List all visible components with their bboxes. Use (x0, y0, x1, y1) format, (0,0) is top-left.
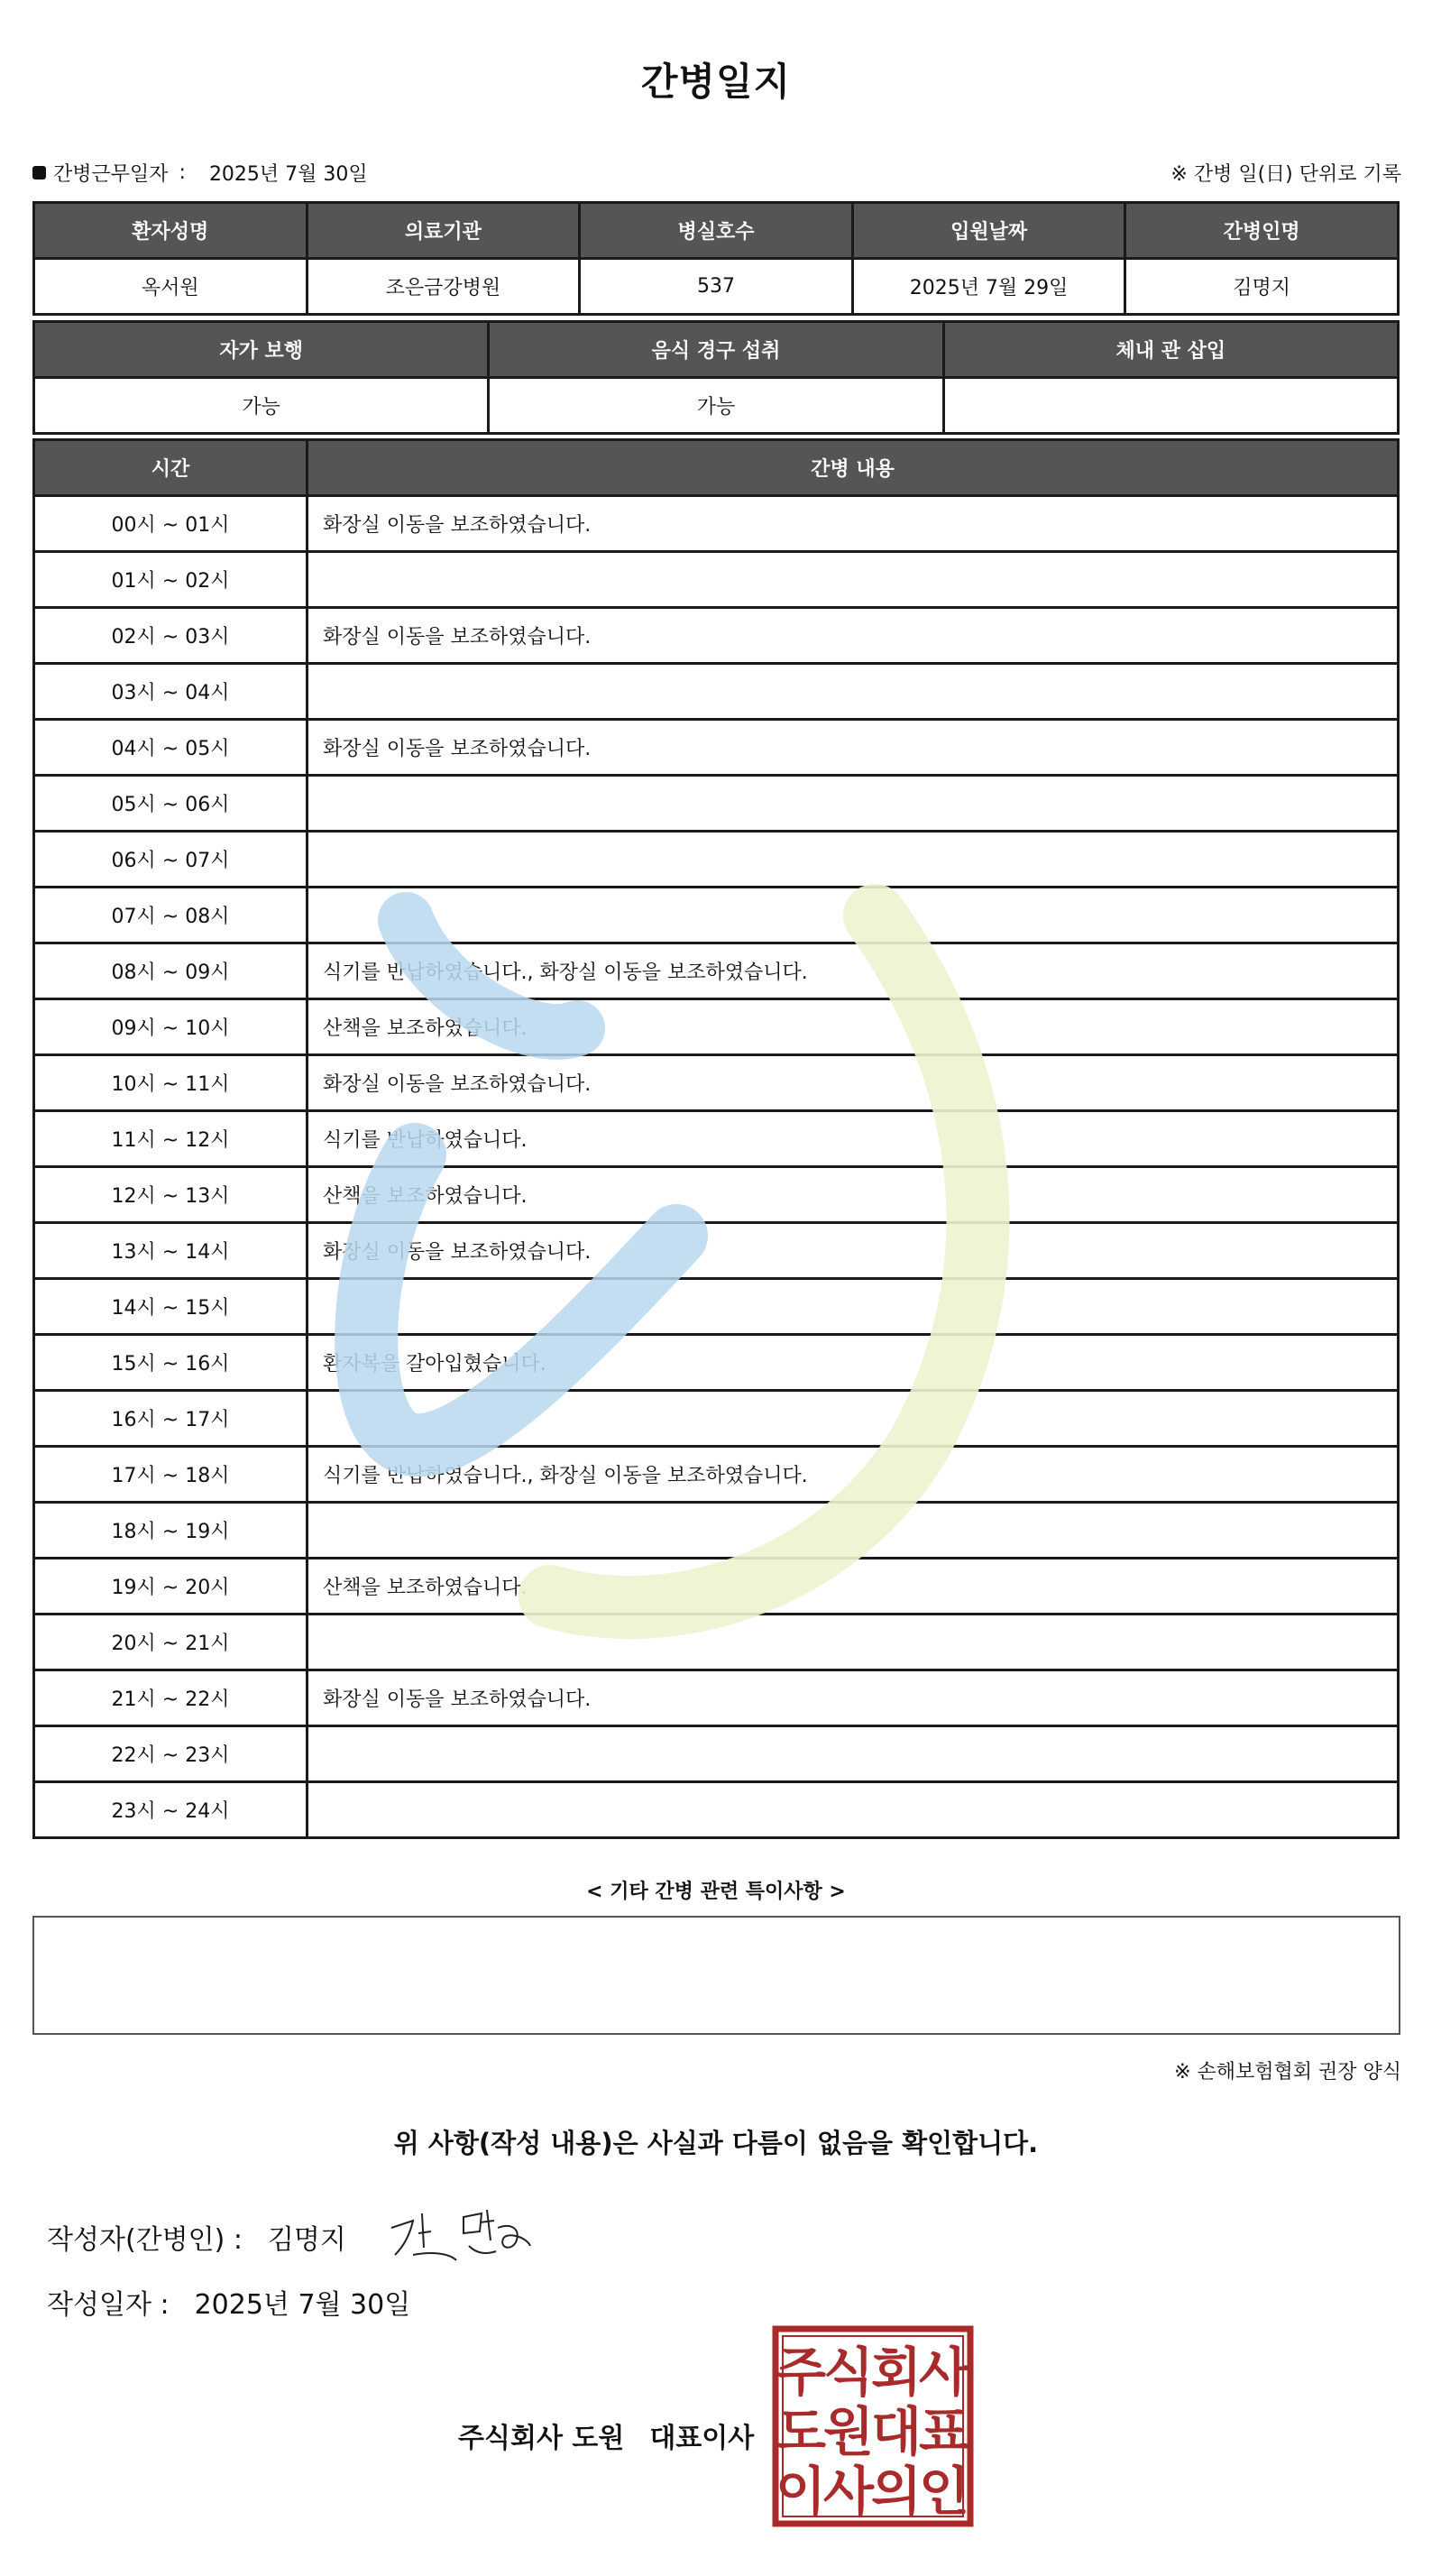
log-row (34, 1055, 1399, 1111)
log-content (308, 1391, 1399, 1447)
log-time: 10시 ~ 11시 (34, 1055, 308, 1111)
company-line (458, 2415, 754, 2455)
log-row (34, 888, 1399, 943)
log-row (34, 552, 1399, 608)
oral-intake-value: 가능 (489, 378, 943, 434)
self-walking-value: 가능 (34, 378, 489, 434)
log-time: 03시 ~ 04시 (34, 664, 308, 720)
room-number: 537 (580, 259, 853, 315)
log-row (34, 496, 1399, 552)
stamp-char: 원 (822, 2401, 875, 2462)
log-content: 식기를 반납하였습니다., 화장실 이동을 보조하였습니다. (308, 943, 1399, 999)
log-time: 19시 ~ 20시 (34, 1559, 308, 1615)
written-date-label: 작성일자 : (47, 2289, 170, 2321)
log-time: 12시 ~ 13시 (34, 1167, 308, 1223)
log-row (34, 832, 1399, 888)
stamp-char: 표 (918, 2401, 970, 2462)
log-time: 08시 ~ 09시 (34, 943, 308, 999)
log-time: 02시 ~ 03시 (34, 608, 308, 664)
log-time: 16시 ~ 17시 (34, 1391, 308, 1447)
stamp-char: 주 (775, 2341, 827, 2403)
work-date-value: 2025년 7월 30일 (208, 163, 368, 186)
log-time: 11시 ~ 12시 (34, 1111, 308, 1167)
log-content (308, 1782, 1399, 1838)
work-date (32, 159, 368, 187)
log-time: 23시 ~ 24시 (34, 1782, 308, 1838)
log-row (34, 664, 1399, 720)
log-content (308, 1279, 1399, 1335)
square-bullet-icon (32, 166, 46, 179)
log-content: 화장실 이동을 보조하였습니다. (308, 1670, 1399, 1726)
log-time: 00시 ~ 01시 (34, 496, 308, 552)
log-row (34, 1670, 1399, 1726)
log-content: 화장실 이동을 보조하였습니다. (308, 1223, 1399, 1279)
notes-box (32, 1916, 1400, 2035)
log-row (34, 608, 1399, 664)
log-time: 20시 ~ 21시 (34, 1615, 308, 1670)
header-caregiver: 간병인명 (1125, 203, 1399, 259)
stamp-char: 인 (918, 2461, 970, 2522)
log-time: 01시 ~ 02시 (34, 552, 308, 608)
stamp-char: 도 (775, 2401, 827, 2462)
log-time: 04시 ~ 05시 (34, 720, 308, 776)
stamp-char: 사 (918, 2341, 970, 2403)
log-content: 식기를 반납하였습니다., 화장실 이동을 보조하였습니다. (308, 1447, 1399, 1503)
log-content (308, 1503, 1399, 1559)
notes-title: < 기타 간병 관련 특이사항 > (586, 1881, 846, 1903)
header-care-content: 간병 내용 (308, 440, 1399, 496)
page-title: 간병일지 (640, 60, 792, 104)
log-content: 산책을 보조하였습니다. (308, 999, 1399, 1055)
log-content (308, 832, 1399, 888)
written-date-line (47, 2282, 410, 2322)
handwritten-signature (386, 2201, 539, 2273)
log-row (34, 1391, 1399, 1447)
log-content: 산책을 보조하였습니다. (308, 1559, 1399, 1615)
form-source-note: ※ 손해보험협회 권장 양식 (1174, 2061, 1401, 2084)
log-content (308, 664, 1399, 720)
log-row (34, 1111, 1399, 1167)
log-content: 화장실 이동을 보조하였습니다. (308, 496, 1399, 552)
confirmation-statement: 위 사항(작성 내용)은 사실과 다름이 없음을 확인합니다. (393, 2128, 1039, 2158)
stamp-char: 의 (870, 2461, 923, 2522)
log-content (308, 776, 1399, 832)
company-seal-stamp (772, 2325, 974, 2527)
header-time: 시간 (34, 440, 308, 496)
stamp-char: 회 (870, 2341, 923, 2403)
writer-label: 작성자(간병인) : (47, 2224, 243, 2256)
log-time: 17시 ~ 18시 (34, 1447, 308, 1503)
representative-title: 대표이사 (649, 2423, 755, 2454)
log-time: 06시 ~ 07시 (34, 832, 308, 888)
log-time: 13시 ~ 14시 (34, 1223, 308, 1279)
log-row (34, 1503, 1399, 1559)
log-time: 05시 ~ 06시 (34, 776, 308, 832)
hospital-name: 조은금강병원 (307, 259, 580, 315)
log-row (34, 1559, 1399, 1615)
log-row (34, 1167, 1399, 1223)
record-unit-note: ※ 간병 일(日) 단위로 기록 (1170, 163, 1401, 186)
tube-insertion-value (943, 378, 1398, 434)
log-row (34, 943, 1399, 999)
log-row (34, 776, 1399, 832)
patient-info-table (32, 201, 1400, 316)
log-time: 09시 ~ 10시 (34, 999, 308, 1055)
header-oral-intake: 음식 경구 섭취 (489, 322, 943, 378)
log-content (308, 888, 1399, 943)
header-tube-insertion: 체내 관 삽입 (943, 322, 1398, 378)
admission-date: 2025년 7월 29일 (852, 259, 1125, 315)
log-content (308, 1615, 1399, 1670)
caregiver-name: 김명지 (1125, 259, 1399, 315)
writer-name: 김명지 (267, 2224, 346, 2256)
stamp-char: 사 (822, 2461, 875, 2522)
log-row (34, 720, 1399, 776)
log-content: 화장실 이동을 보조하였습니다. (308, 608, 1399, 664)
log-content (308, 552, 1399, 608)
log-row (34, 1615, 1399, 1670)
log-row (34, 1726, 1399, 1782)
stamp-char: 이 (775, 2461, 827, 2522)
writer-line (47, 2217, 346, 2257)
log-time: 14시 ~ 15시 (34, 1279, 308, 1335)
header-patient-name: 환자성명 (34, 203, 308, 259)
log-row (34, 1447, 1399, 1503)
log-content: 환자복을 갈아입혔습니다. (308, 1335, 1399, 1391)
patient-status-table (32, 320, 1400, 435)
log-row (34, 1335, 1399, 1391)
work-date-colon: : (179, 161, 186, 184)
header-admission-date: 입원날짜 (852, 203, 1125, 259)
hourly-care-log-table (32, 438, 1400, 1839)
header-self-walking: 자가 보행 (34, 322, 489, 378)
company-name: 주식회사 도원 (458, 2423, 625, 2454)
log-content: 화장실 이동을 보조하였습니다. (308, 720, 1399, 776)
log-time: 22시 ~ 23시 (34, 1726, 308, 1782)
work-date-label: 간병근무일자 (53, 163, 169, 186)
log-content: 식기를 반납하였습니다. (308, 1111, 1399, 1167)
log-content: 산책을 보조하였습니다. (308, 1167, 1399, 1223)
log-time: 07시 ~ 08시 (34, 888, 308, 943)
header-hospital: 의료기관 (307, 203, 580, 259)
patient-name: 옥서원 (34, 259, 308, 315)
log-time: 18시 ~ 19시 (34, 1503, 308, 1559)
header-room: 병실호수 (580, 203, 853, 259)
log-row (34, 1782, 1399, 1838)
stamp-char: 대 (870, 2401, 923, 2462)
log-time: 21시 ~ 22시 (34, 1670, 308, 1726)
log-row (34, 1223, 1399, 1279)
written-date-value: 2025년 7월 30일 (194, 2289, 411, 2321)
log-row (34, 999, 1399, 1055)
stamp-char: 식 (822, 2341, 875, 2403)
log-content (308, 1726, 1399, 1782)
log-time: 15시 ~ 16시 (34, 1335, 308, 1391)
log-content: 화장실 이동을 보조하였습니다. (308, 1055, 1399, 1111)
log-row (34, 1279, 1399, 1335)
